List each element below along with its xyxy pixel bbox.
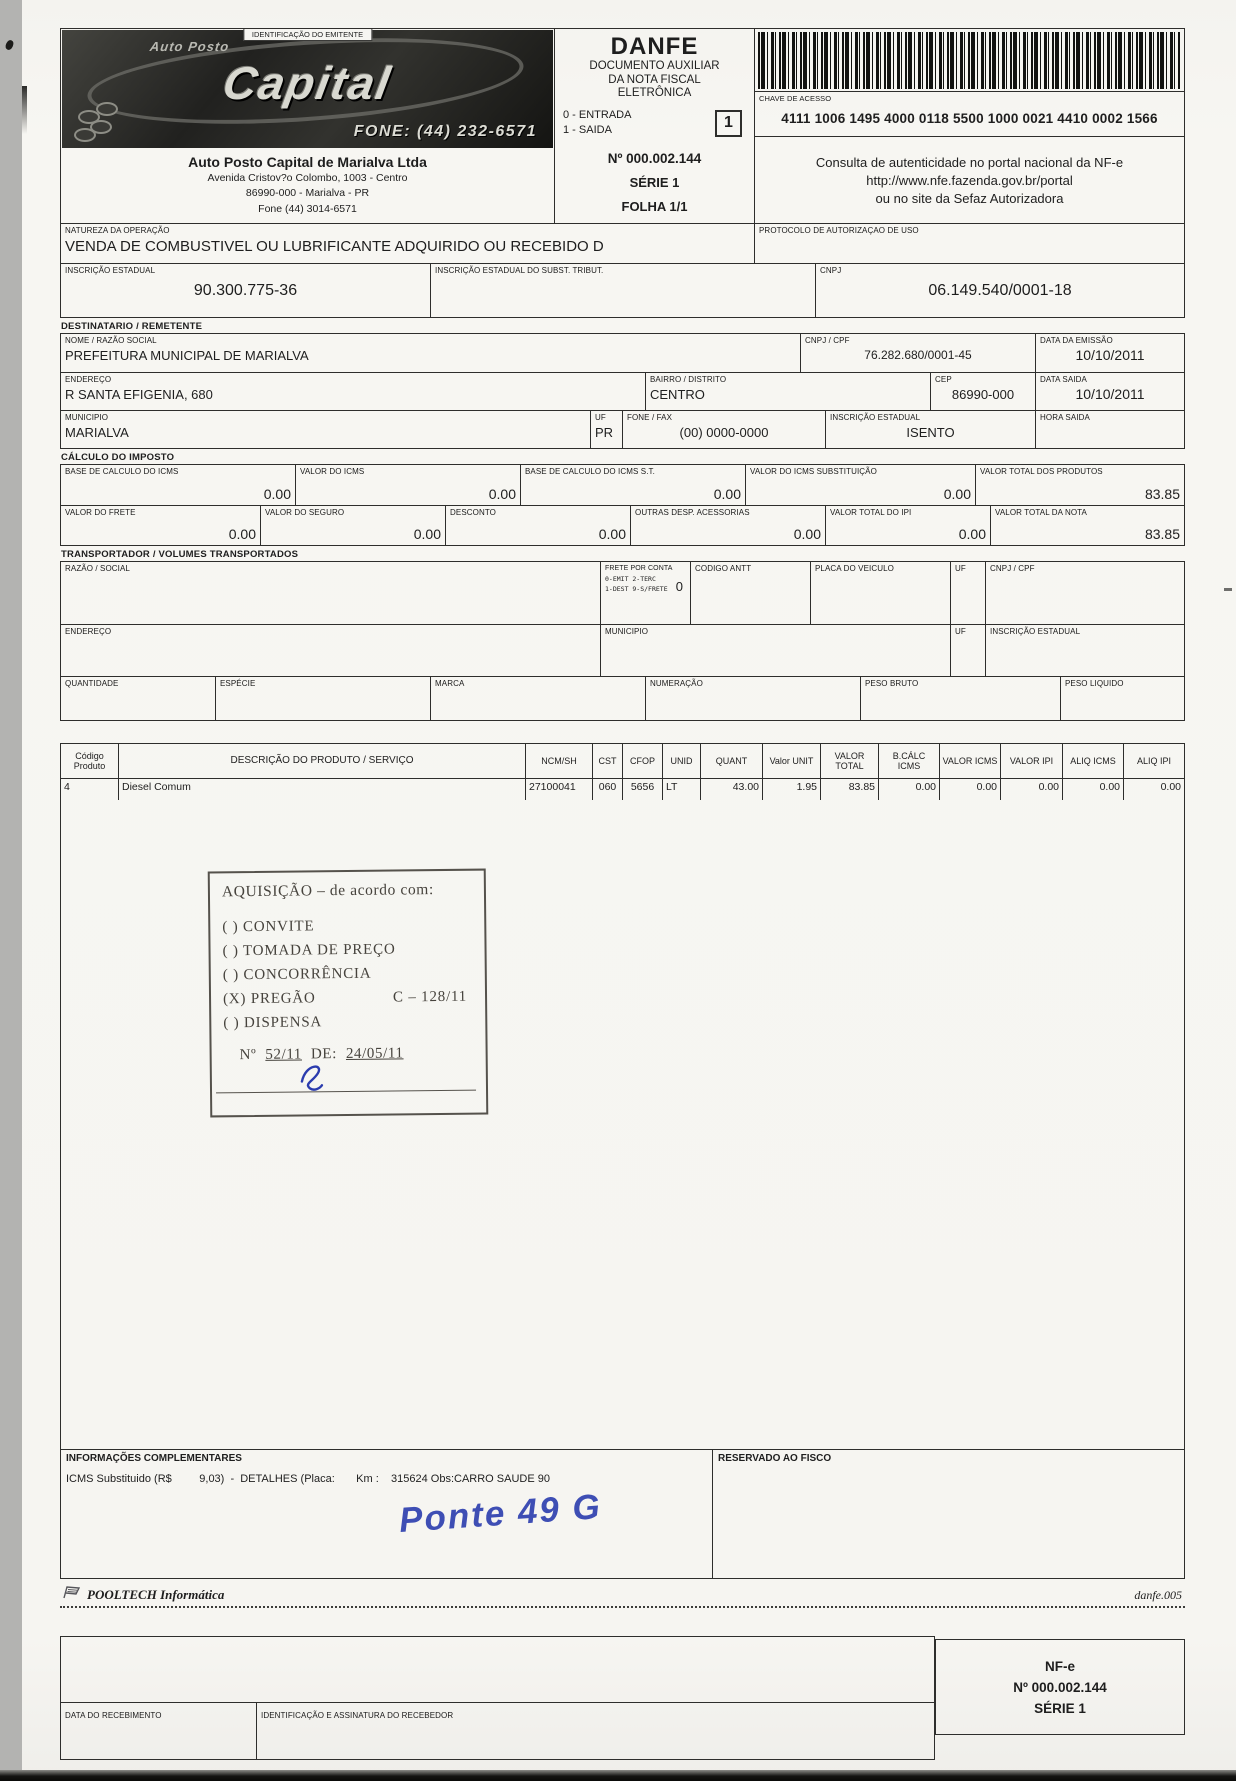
reservado-fisco-title: RESERVADO AO FISCO [718, 1453, 832, 1464]
handwritten-mark [296, 1059, 330, 1098]
col-header-aliq-icms: ALIQ ICMS [1063, 744, 1124, 778]
danfe-title-box [555, 29, 755, 223]
header-section [60, 28, 1185, 224]
field-natureza-operacao: NATUREZA DA OPERAÇÃO VENDA DE COMBUSTIVEL OU LUBRIFICANTE ADQUIRIDO OU RECEBIDO D [61, 224, 755, 263]
field-hora-saida: HORA SAIDA [1040, 413, 1090, 422]
nfe-number: Nº 000.002.144 [1013, 1679, 1107, 1695]
receipt-stub [60, 1636, 1185, 1760]
field-endereco-transportador: ENDEREÇO [61, 625, 601, 676]
field-valor-total-ipi: VALOR TOTAL DO IPI 0.00 [826, 506, 991, 545]
software-name: POOLTECH Informática [87, 1586, 225, 1602]
invoice-page: FOLHA 1/1 [621, 198, 688, 214]
authenticity-note [755, 137, 1184, 223]
field-fone-fax: FONE / FAX (00) 0000-0000 [623, 411, 826, 448]
col-header-unid: UNID [663, 744, 701, 778]
field-cnpj-destinatario: CNPJ / CPF 76.282.680/0001-45 [801, 334, 1036, 372]
scan-speck [4, 39, 14, 51]
scan-streak [22, 86, 27, 134]
destinatario-cnpj-value: 76.282.680/0001-45 [864, 348, 972, 362]
col-header-quant: QUANT [701, 744, 763, 778]
field-inscricao-subst-tribut: INSCRIÇÃO ESTADUAL DO SUBST. TRIBUT. [431, 264, 816, 317]
field-cnpj-emitente: CNPJ 06.149.540/0001-18 [816, 264, 1184, 317]
natureza-value: VENDA DE COMBUSTIVEL OU LUBRIFICANTE ADQUIRIDO OU RECEBIDO D [65, 238, 604, 255]
field-municipio: MUNICIPIO MARIALVA [61, 411, 591, 448]
field-protocolo-autorizacao: PROTOCOLO DE AUTORIZAÇAO DE USO [759, 226, 919, 235]
field-codigo-antt: CODIGO ANTT [691, 562, 811, 624]
inscricao-estadual-value: 90.300.775-36 [193, 282, 298, 299]
receipt-stub-blank [61, 1637, 934, 1702]
field-placa-veiculo: PLACA DO VEICULO [811, 562, 951, 624]
danfe-subtitle-1: DOCUMENTO AUXILIAR [589, 60, 720, 72]
emitter-info [61, 149, 554, 223]
saida-label: 1 - SAIDA [563, 123, 612, 136]
reservado-fisco-cell [713, 1450, 1184, 1578]
fone-value: (00) 0000-0000 [679, 425, 769, 440]
access-key-box [755, 29, 1184, 223]
uf-value: PR [595, 425, 614, 440]
field-data-recebimento: DATA DO RECEBIMENTO [61, 1703, 257, 1759]
field-valor-total-nota: VALOR TOTAL DA NOTA 83.85 [995, 508, 1180, 542]
fiscal-ids-row [60, 264, 1185, 318]
barcode-icon [758, 32, 1181, 89]
stamp-rule-line [216, 1090, 476, 1094]
field-data-saida: DATA SAIDA 10/10/2011 [1036, 373, 1184, 410]
scan-tick [1224, 588, 1232, 591]
field-nome-razao-social: NOME / RAZÃO SOCIAL PREFEITURA MUNICIPAL DE MARIALVA [61, 334, 801, 372]
authenticity-line-1: Consulta de autenticidade no portal nacional da NF-e [815, 154, 1124, 170]
field-assinatura-recebedor: IDENTIFICAÇÃO E ASSINATURA DO RECEBEDOR [261, 1711, 454, 1720]
acquisition-stamp [208, 869, 489, 1118]
col-header-valor-total: VALOR TOTAL [821, 744, 879, 778]
field-numeracao: NUMERAÇÃO [646, 677, 861, 720]
field-uf-transportador: UF [951, 562, 986, 624]
nfe-series: SÉRIE 1 [1034, 1700, 1086, 1716]
field-inscricao-estadual-dest: INSCRIÇÃO ESTADUAL ISENTO [826, 411, 1036, 448]
field-razao-social-transp: RAZÃO / SOCIAL [61, 562, 601, 624]
stamp-de-value: 24/05/11 [345, 1045, 404, 1063]
invoice-series: SÉRIE 1 [629, 174, 680, 190]
col-header-descricao: DESCRIÇÃO DO PRODUTO / SERVIÇO [119, 744, 526, 778]
frete-por-conta-value: 0 [675, 579, 683, 594]
software-credit [63, 1586, 224, 1603]
stamp-option-dispensa: ( ) DISPENSA [223, 1014, 323, 1032]
emitter-address-1: Avenida Cristov?o Colombo, 1003 - Centro [207, 171, 408, 184]
products-header-row [61, 744, 1184, 779]
access-key-value: 4111 1006 1495 4000 0118 5500 1000 0021 4410 0002 1566 [781, 111, 1158, 126]
danfe-content [60, 28, 1185, 1760]
field-data-emissao: DATA DA EMISSÃO 10/10/2011 [1036, 334, 1184, 372]
field-cep: CEP 86990-000 [931, 373, 1036, 410]
authenticity-line-2: http://www.nfe.fazenda.gov.br/portal [866, 172, 1073, 188]
field-valor-total-produtos: VALOR TOTAL DOS PRODUTOS 83.85 [980, 467, 1180, 502]
nfe-summary-box [935, 1639, 1185, 1735]
emitter-box-label: IDENTIFICAÇÃO DO EMITENTE [243, 29, 372, 41]
field-valor-seguro: VALOR DO SEGURO 0.00 [261, 506, 446, 545]
danfe-subtitle-2: DA NOTA FISCAL [608, 73, 701, 86]
col-header-bcalc-icms: B.CÁLC ICMS [879, 744, 940, 778]
field-peso-bruto: PESO BRUTO [861, 677, 1061, 720]
info-complementares-cell [61, 1450, 713, 1578]
field-endereco: ENDEREÇO R SANTA EFIGENIA, 680 [61, 373, 646, 410]
access-key-field [755, 91, 1184, 137]
stamp-num-label: Nº [239, 1046, 257, 1064]
field-outras-despesas: OUTRAS DESP. ACESSORIAS 0.00 [631, 506, 826, 545]
transportador-section [60, 561, 1185, 721]
stamp-title: AQUISIÇÃO – de acordo com: [221, 881, 434, 901]
field-inscricao-estadual: INSCRIÇÃO ESTADUAL 90.300.775-36 [61, 264, 431, 317]
cnpj-emitente-value: 06.149.540/0001-18 [928, 282, 1072, 299]
field-base-calculo-icms-st: BASE DE CALCULO DO ICMS S.T. 0.00 [521, 465, 746, 505]
col-header-valor-unit: Valor UNIT [763, 744, 821, 778]
stamp-option-pregao: (X) PREGÃO [222, 990, 316, 1008]
nfe-title: NF-e [1045, 1658, 1075, 1674]
field-frete-por-conta: FRETE POR CONTA 0-EMIT 2-TERC 1-DEST 9-S/FRETE 0 [601, 562, 691, 624]
operation-nature-row [60, 224, 1185, 264]
data-saida-value: 10/10/2011 [1075, 386, 1145, 402]
danfe-document [22, 0, 1236, 1781]
field-marca: MARCA [431, 677, 646, 720]
section-title-destinatario: DESTINATARIO / REMETENTE [61, 321, 203, 332]
products-empty-area [61, 800, 1184, 1449]
emitter-name: Auto Posto Capital de Marialva Ltda [188, 153, 427, 170]
barcode-area [755, 29, 1184, 91]
stamp-option-tomada: ( ) TOMADA DE PREÇO [222, 941, 396, 960]
info-complementares-title: INFORMAÇÕES COMPLEMENTARES [66, 1453, 242, 1464]
emitter-logo [62, 30, 553, 148]
info-complementares-text: ICMS Substituido (R$ 9,03) - DETALHES (Placa: Km : 315624 Obs:CARRO SAUDE 90 [66, 1473, 550, 1485]
field-municipio-transportador: MUNICIPIO [601, 625, 951, 676]
stamp-num-value: 52/11 [265, 1046, 303, 1063]
field-ie-transportador: INSCRIÇÃO ESTADUAL [990, 627, 1081, 636]
entrada-label: 0 - ENTRADA [563, 108, 632, 121]
software-footer-row [60, 1586, 1185, 1603]
field-quantidade: QUANTIDADE [61, 677, 216, 720]
imposto-section [60, 464, 1185, 546]
col-header-aliq-ipi: ALIQ IPI [1136, 756, 1171, 766]
section-title-imposto: CÁLCULO DO IMPOSTO [61, 452, 175, 463]
product-row: 4 Diesel Comum 27100041 060 5656 LT 43.00 1.95 83.85 0.00 0.00 0.00 0.00 0.00 [61, 779, 1184, 800]
field-valor-icms: VALOR DO ICMS 0.00 [296, 465, 521, 505]
field-peso-liquido: PESO LIQUIDO [1065, 679, 1124, 688]
field-base-calculo-icms: BASE DE CALCULO DO ICMS 0.00 [61, 465, 296, 505]
operation-type-row [561, 108, 748, 142]
field-desconto: DESCONTO 0.00 [446, 506, 631, 545]
col-header-valor-ipi: VALOR IPI [1001, 744, 1063, 778]
receipt-stub-box [60, 1636, 935, 1760]
col-header-cfop: CFOP [623, 744, 663, 778]
danfe-file-ref: danfe.005 [1134, 1588, 1182, 1602]
emitter-address-3: Fone (44) 3014-6571 [258, 202, 357, 215]
municipio-value: MARIALVA [65, 425, 129, 440]
data-emissao-value: 10/10/2011 [1075, 347, 1145, 363]
endereco-value: R SANTA EFIGENIA, 680 [65, 387, 213, 402]
stamp-de-label: DE: [310, 1046, 338, 1063]
logo-phone: FONE: (44) 232-6571 [353, 123, 537, 140]
authenticity-line-3: ou no site da Sefaz Autorizadora [875, 190, 1064, 206]
field-valor-icms-substituicao: VALOR DO ICMS SUBSTITUIÇÃO 0.00 [746, 465, 976, 505]
destinatario-section [60, 333, 1185, 449]
col-header-codigo-produto: Código Produto [61, 744, 119, 778]
emitter-identification-box [61, 29, 555, 223]
cep-value: 86990-000 [951, 387, 1015, 402]
invoice-number: Nº 000.002.144 [607, 150, 702, 166]
field-especie: ESPÉCIE [216, 677, 431, 720]
products-table [60, 743, 1185, 1450]
field-valor-frete: VALOR DO FRETE 0.00 [61, 506, 261, 545]
col-header-ncm: NCM/SH [526, 744, 593, 778]
field-cnpj-transportador: CNPJ / CPF [990, 564, 1035, 573]
destinatario-nome-value: PREFEITURA MUNICIPAL DE MARIALVA [65, 348, 309, 363]
danfe-title: DANFE [610, 33, 699, 60]
scan-bottom-edge [0, 1770, 1236, 1781]
col-header-cst: CST [593, 744, 623, 778]
operation-type-value: 1 [715, 110, 742, 137]
danfe-subtitle-3: ELETRÔNICA [617, 87, 692, 99]
perforation-line [60, 1606, 1185, 1608]
stamp-option-convite: ( ) CONVITE [222, 918, 315, 936]
bairro-value: CENTRO [650, 387, 705, 402]
field-bairro-distrito: BAIRRO / DISTRITO CENTRO [646, 373, 931, 410]
section-title-transportador: TRANSPORTADOR / VOLUMES TRANSPORTADOS [61, 549, 299, 560]
col-header-valor-icms: VALOR ICMS [940, 744, 1001, 778]
field-uf-transportador-2: UF [951, 625, 986, 676]
field-uf-destinatario: UF PR [591, 411, 623, 448]
handwritten-note: Ponte 49 G [397, 1486, 603, 1541]
logo-brand-top: Auto Posto [148, 39, 231, 54]
ie-dest-value: ISENTO [906, 425, 955, 440]
stamp-pregao-ref: C – 128/11 [392, 988, 468, 1006]
additional-info-section [60, 1449, 1185, 1579]
stamp-option-concorrencia: ( ) CONCORRÊNCIA [222, 965, 372, 984]
emitter-address-2: 86990-000 - Marialva - PR [245, 187, 370, 200]
logo-brand: Capital [219, 57, 396, 109]
pooltech-logo-icon [63, 1586, 81, 1603]
access-key-label: CHAVE DE ACESSO [759, 94, 832, 103]
